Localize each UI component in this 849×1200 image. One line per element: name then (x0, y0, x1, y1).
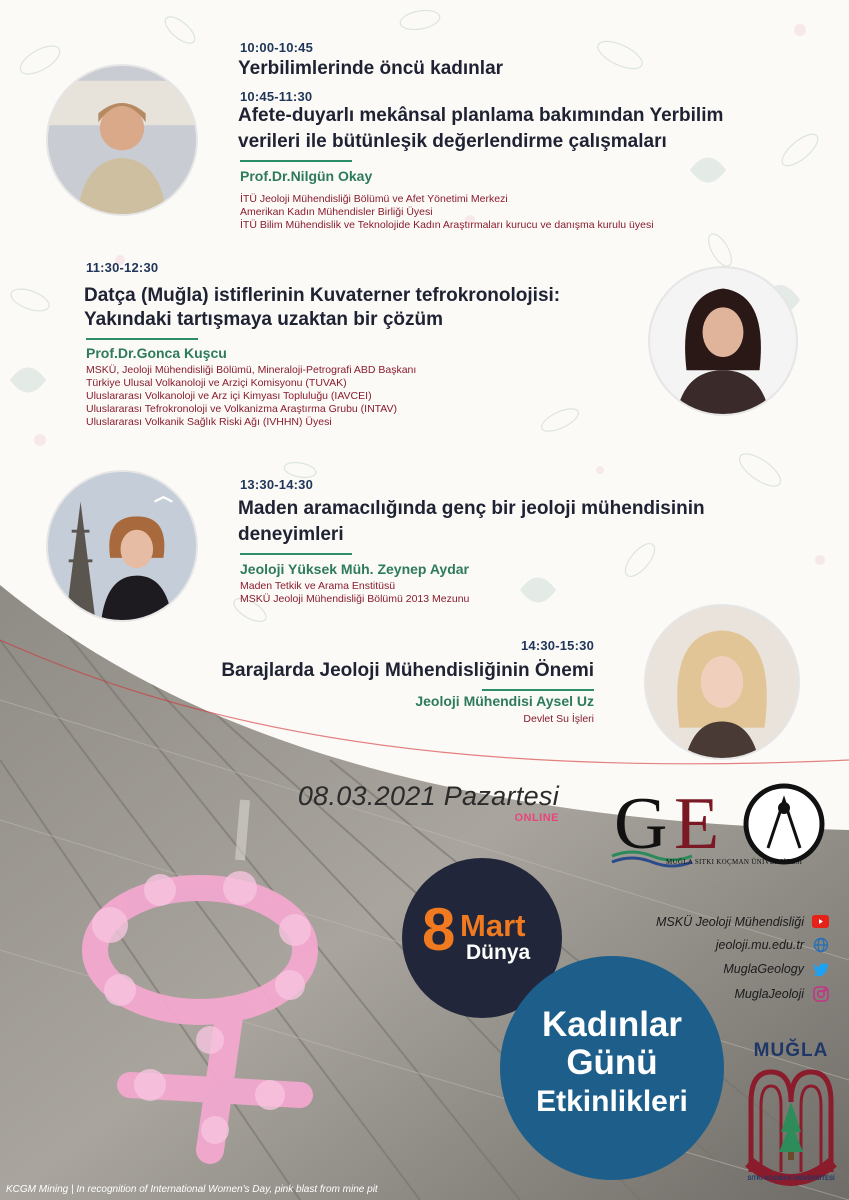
headline-line3: Etkinlikleri (536, 1085, 688, 1118)
divider-rule (240, 160, 352, 162)
affiliation: Türkiye Ulusal Volkanoloji ve Arziçi Komisyonu (TUVAK) (86, 377, 347, 389)
session-title-line2: deneyimleri (238, 524, 344, 545)
globe-icon[interactable] (812, 936, 829, 953)
social-label[interactable]: jeoloji.mu.edu.tr (715, 937, 804, 952)
session-title-line1: Datça (Muğla) istiflerinin Kuvaterner tefrokronolojisi: (84, 285, 561, 306)
social-label[interactable]: MSKÜ Jeoloji Mühendisliği (656, 914, 804, 929)
social-youtube[interactable] (656, 913, 829, 930)
social-label[interactable]: MuglaJeoloji (734, 986, 804, 1001)
photo-caption: KCGM Mining | In recognition of International Women's Day, pink blast from mine pit (6, 1184, 378, 1195)
session-title-line2: verileri ile bütünleşik değerlendirme çalışmaları (238, 131, 667, 152)
affiliation: Amerikan Kadın Mühendisler Birliği Üyesi (240, 206, 433, 218)
social-instagram[interactable] (735, 985, 829, 1002)
logo-ring-text: SITKI KOÇMAN ÜNİVERSİTESİ (747, 1176, 835, 1182)
social-website[interactable] (716, 936, 829, 953)
speaker-photo-aysel-uz (644, 604, 800, 760)
speaker-name: Jeoloji Mühendisi Aysel Uz (415, 693, 594, 709)
affiliation: Maden Tetkik ve Arama Enstitüsü (240, 580, 396, 592)
svg-text:G: G (614, 783, 668, 865)
headline-line2: Günü (566, 1043, 658, 1082)
session-time: 10:45-11:30 (240, 89, 313, 104)
session-title: Yerbilimlerinde öncü kadınlar (238, 58, 504, 79)
session-title-line1: Maden aramacılığında genç bir jeoloji mühendisinin (238, 498, 705, 519)
youtube-icon[interactable] (812, 913, 829, 930)
affiliation: İTÜ Bilim Mühendislik ve Teknolojide Kadın Araştırmaları kurucu ve danışma kurulu üyesi (240, 219, 654, 231)
speaker-name: Prof.Dr.Gonca Kuşcu (86, 345, 227, 361)
affiliation: MSKÜ Jeoloji Mühendisliği Bölümü 2013 Mezunu (240, 593, 470, 605)
event-date: 08.03.2021 Pazartesi (297, 781, 559, 811)
divider-rule (482, 689, 594, 691)
session-time: 14:30-15:30 (520, 638, 594, 653)
mugla-university-logo (745, 1040, 837, 1190)
womens-day-headline (500, 956, 724, 1180)
speaker-name: Jeoloji Yüksek Müh. Zeynep Aydar (240, 561, 469, 577)
instagram-icon[interactable] (812, 985, 829, 1002)
social-twitter[interactable] (723, 960, 829, 977)
logo-title: MUĞLA (753, 1040, 829, 1061)
divider-rule (240, 553, 352, 555)
social-label[interactable]: MuglaGeology (723, 961, 804, 976)
twitter-icon[interactable] (812, 960, 829, 977)
affiliation: Devlet Su İşleri (523, 713, 594, 725)
session-title-line2: Yakındaki tartışmaya uzaktan bir çözüm (84, 309, 444, 330)
geo-logo-university: MUĞLA SITKI KOÇMAN ÜNİVERSİTESİ (666, 858, 803, 866)
badge-month: Mart (460, 908, 526, 943)
affiliation: Uluslararası Volkanik Sağlık Riski Ağı (IVHHN) Üyesi (86, 416, 332, 428)
session-time: 13:30-14:30 (240, 477, 314, 492)
speaker-name: Prof.Dr.Nilgün Okay (240, 168, 373, 184)
divider-rule (86, 338, 198, 340)
session-time: 10:00-10:45 (240, 40, 314, 55)
badge-number: 8 (422, 896, 456, 963)
affiliation: Uluslararası Volkanoloji ve Arz içi Kimyası Topluluğu (IAVCEI) (86, 390, 372, 402)
headline-line1: Kadınlar (541, 1005, 683, 1044)
badge-world: Dünya (466, 941, 531, 964)
svg-text:E: E (674, 783, 720, 865)
session-title: Barajlarda Jeoloji Mühendisliğinin Önemi (221, 660, 594, 681)
geo-logo (608, 778, 830, 870)
online-label: ONLINE (514, 812, 559, 824)
affiliation: Uluslararası Tefrokronoloji ve Volkanizma Araştırma Grubu (INTAV) (86, 403, 398, 415)
speaker-photo-zeynep-aydar (46, 470, 198, 622)
session-time: 11:30-12:30 (86, 260, 159, 275)
affiliation: MSKÜ, Jeoloji Mühendisliği Bölümü, Mineraloji-Petrografi ABD Başkanı (86, 364, 417, 376)
session-title-line1: Afete-duyarlı mekânsal planlama bakımından Yerbilim (238, 105, 724, 126)
affiliation: İTÜ Jeoloji Mühendisliği Bölümü ve Afet Yönetimi Merkezi (240, 193, 508, 205)
speaker-photo-gonca-kuscu (648, 266, 798, 416)
speaker-photo-nilgun-okay (46, 64, 198, 216)
